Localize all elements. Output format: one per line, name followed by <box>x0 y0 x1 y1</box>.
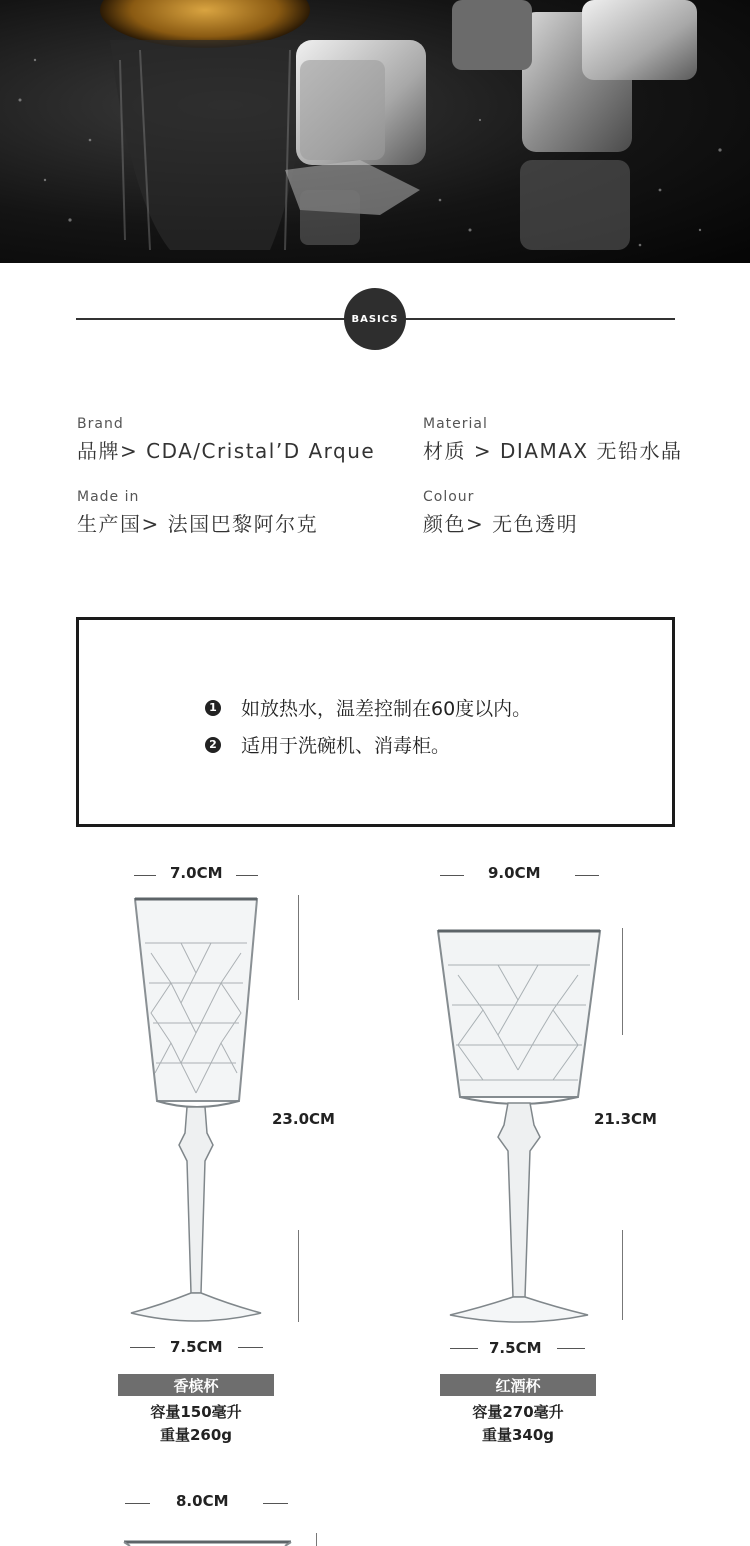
product-weight: 重量340g <box>481 1426 555 1444</box>
dimension-tick <box>236 875 258 876</box>
care-notes-box <box>76 617 675 827</box>
glass-rim-image <box>120 1532 295 1546</box>
spec-made-in-label: Made in <box>77 489 140 505</box>
product-name-badge: 香槟杯 <box>118 1374 274 1396</box>
top-width-label: 7.0CM <box>170 864 223 882</box>
spec-colour-label: Colour <box>423 489 475 505</box>
spec-material <box>423 416 682 464</box>
spec-made-in-value: 生产国> 法国巴黎阿尔克 <box>77 512 319 536</box>
divider-line-right <box>404 318 675 320</box>
spec-colour <box>423 489 578 537</box>
note-number: 1 <box>205 700 221 716</box>
red-wine-glass-image <box>428 925 608 1335</box>
note-text: 如放热水，温差控制在60度以内。 <box>241 698 532 720</box>
dimension-tick <box>263 1503 288 1504</box>
product-weight: 重量260g <box>159 1426 233 1444</box>
dimension-tick <box>575 875 599 876</box>
height-tick <box>622 928 623 1035</box>
base-width-label: 7.5CM <box>170 1338 223 1356</box>
spec-brand-value: 品牌> CDA/Cristal’D Arque <box>77 439 376 463</box>
dimension-tick <box>238 1347 263 1348</box>
whisky-stones-illustration <box>0 0 750 263</box>
height-tick <box>298 1230 299 1322</box>
top-width-label: 8.0CM <box>176 1492 229 1510</box>
top-width-label: 9.0CM <box>488 864 541 882</box>
height-tick <box>298 895 299 1000</box>
dimension-tick <box>440 875 464 876</box>
product-name-badge: 红酒杯 <box>440 1374 596 1396</box>
spec-brand <box>77 416 375 464</box>
spec-colour-value: 颜色> 无色透明 <box>423 512 579 536</box>
dimension-tick <box>130 1347 155 1348</box>
basics-badge: BASICS <box>344 288 406 350</box>
hero-photo <box>0 0 750 263</box>
dimension-tick <box>134 875 156 876</box>
height-tick <box>316 1533 317 1546</box>
note-text: 适用于洗碗机、消毒柜。 <box>241 735 451 757</box>
height-tick <box>622 1230 623 1320</box>
spec-brand-label: Brand <box>77 416 124 432</box>
divider-line-left <box>76 318 346 320</box>
base-width-label: 7.5CM <box>489 1339 542 1357</box>
spec-material-value: 材质 > DIAMAX 无铅水晶 <box>423 439 683 463</box>
note-number: 2 <box>205 737 221 753</box>
spec-made-in <box>77 489 318 537</box>
note-item <box>205 731 450 758</box>
product-capacity: 容量150毫升 <box>150 1403 242 1421</box>
dimension-tick <box>450 1348 478 1349</box>
height-label: 21.3CM <box>594 1110 657 1128</box>
dimension-tick <box>125 1503 150 1504</box>
spec-material-label: Material <box>423 416 488 432</box>
note-item <box>205 694 531 721</box>
height-label: 23.0CM <box>272 1110 335 1128</box>
product-capacity: 容量270毫升 <box>472 1403 564 1421</box>
champagne-flute-image <box>121 893 271 1333</box>
dimension-tick <box>557 1348 585 1349</box>
